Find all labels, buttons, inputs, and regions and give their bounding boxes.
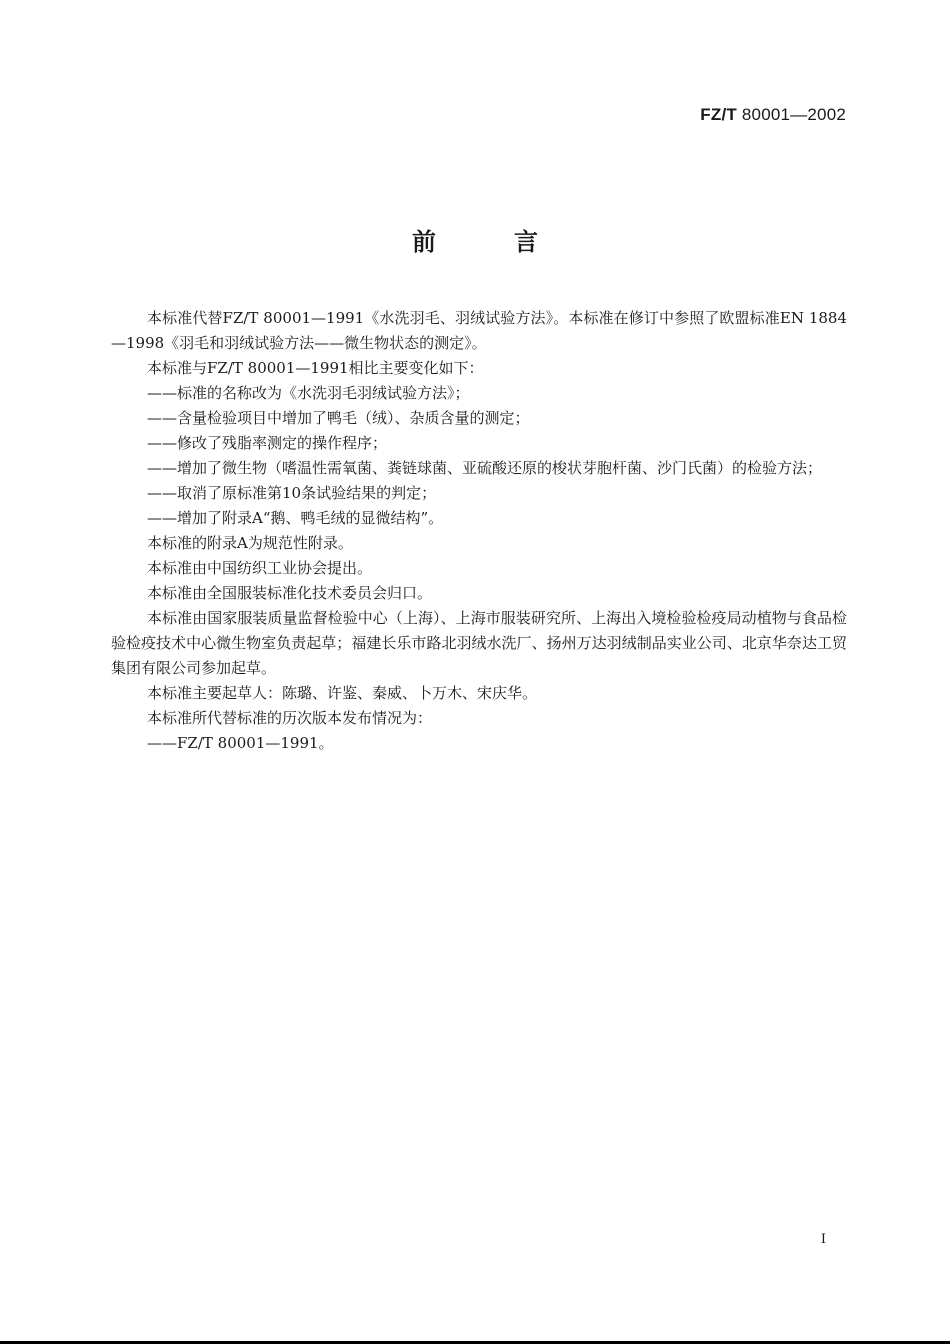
paragraph: 本标准由国家服装质量监督检验中心（上海）、上海市服装研究所、上海出入境检验检疫局动植物与食品检验检疫技术中心微生物室负责起草；福建长乐市路北羽绒水洗厂、扬州万达羽绒制品实业公司、北京华奈达工贸集团有限公司参加起草。 xyxy=(111,609,847,677)
list-item: ——增加了附录A“鹅、鸭毛绒的显微结构”。 xyxy=(147,509,444,527)
list-item: ——增加了微生物（嗜温性需氧菌、粪链球菌、亚硫酸还原的梭状芽胞杆菌、沙门氏菌）的检验方法； xyxy=(147,459,823,477)
list-item: ——修改了残脂率测定的操作程序； xyxy=(147,434,388,452)
standard-code-prefix: FZ/T xyxy=(700,105,737,124)
standard-code xyxy=(700,105,846,125)
list-item: ——含量检验项目中增加了鸭毛（绒）、杂质含量的测定； xyxy=(147,409,530,427)
paragraph: 本标准由中国纺织工业协会提出。 xyxy=(147,559,373,577)
standard-code-number: 80001—2002 xyxy=(741,105,846,124)
paragraph: 本标准与FZ/T 80001—1991相比主要变化如下： xyxy=(147,359,484,377)
paragraph: 本标准由全国服装标准化技术委员会归口。 xyxy=(147,584,433,602)
foreword-body xyxy=(111,306,847,756)
paragraph: 本标准的附录A为规范性附录。 xyxy=(147,534,353,552)
list-item: ——标准的名称改为《水洗羽毛羽绒试验方法》； xyxy=(147,384,470,402)
list-item: ——FZ/T 80001—1991。 xyxy=(147,734,334,752)
paragraph: 本标准所代替标准的历次版本发布情况为： xyxy=(147,709,433,727)
page-number: I xyxy=(820,1232,826,1247)
paragraph: 本标准主要起草人：陈璐、许鉴、秦威、卜万木、宋庆华。 xyxy=(147,684,538,702)
list-item: ——取消了原标准第10条试验结果的判定； xyxy=(147,484,437,502)
page-title: 前言 xyxy=(412,227,616,256)
paragraph: 本标准代替FZ/T 80001—1991《水洗羽毛、羽绒试验方法》。本标准在修订中参照了欧盟标准EN 1884—1998《羽毛和羽绒试验方法——微生物状态的测定》。 xyxy=(111,309,847,352)
